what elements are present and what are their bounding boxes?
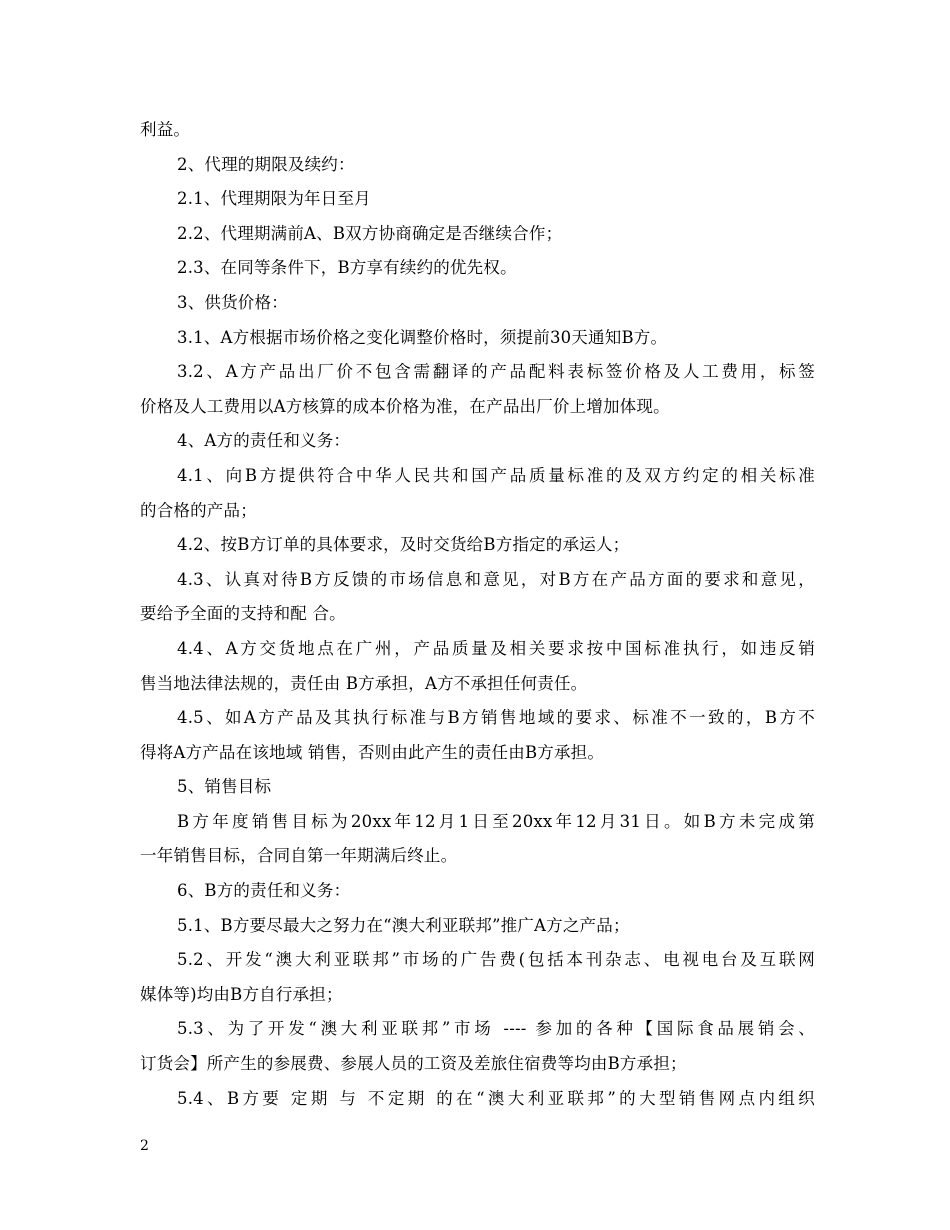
clause-continuation: 的合格的产品； [140, 500, 257, 520]
paragraph-line: 利益。 [140, 120, 191, 139]
clause-line: B方年度销售目标为20xx年12月1日至20xx年12月31日。如B方未完成第 [177, 811, 815, 831]
clause-continuation: 售当地法律法规的，责任由 B方承担，A方不承担任何责任。 [140, 673, 588, 693]
section-heading: 2、代理的期限及续约： [177, 154, 355, 174]
section-heading: 4、A方的责任和义务： [177, 431, 351, 451]
clause-line: 3.2、A方产品出厂价不包含需翻译的产品配料表标签价格及人工费用，标签 [177, 362, 815, 382]
clause-line: 5.4、B方要 定期 与 不定期 的在“澳大利亚联邦”的大型销售网点内组织 [177, 1088, 815, 1108]
clause-line: 5.1、B方要尽最大之努力在“澳大利亚联邦”推广A方之产品； [177, 915, 630, 935]
clause-line: 2.3、在同等条件下，B方享有续约的优先权。 [177, 258, 517, 278]
page-number: 2 [140, 1138, 149, 1154]
clause-line: 5.2、开发“澳大利亚联邦”市场的广告费(包括本刊杂志、电视电台及互联网 [177, 950, 815, 970]
clause-continuation: 媒体等)均由B方自行承担； [140, 984, 343, 1004]
section-heading: 3、供货价格： [177, 292, 288, 312]
clause-continuation: 要给予全面的支持和配 合。 [140, 604, 346, 624]
section-heading: 6、B方的责任和义务： [177, 881, 351, 901]
clause-line: 4.2、按B方订单的具体要求，及时交货给B方指定的承运人； [177, 535, 630, 555]
document-body [140, 113, 815, 1116]
section-heading: 5、销售目标 [177, 777, 272, 797]
clause-line: 2.1、代理期限为年日至月 [177, 189, 371, 209]
clause-line: 4.1、向B方提供符合中华人民共和国产品质量标准的及双方约定的相关标准 [177, 465, 815, 485]
clause-line: 2.2、代理期满前A、B双方协商确定是否继续合作； [177, 223, 563, 243]
clause-line: 4.3、认真对待B方反馈的市场信息和意见，对B方在产品方面的要求和意见， [177, 569, 815, 589]
clause-continuation: 订货会】所产生的参展费、参展人员的工资及差旅住宿费等均由B方承担； [140, 1054, 687, 1074]
clause-line: 3.1、A方根据市场价格之变化调整价格时，须提前30天通知B方。 [177, 327, 668, 347]
clause-continuation: 一年销售目标，合同自第一年期满后终止。 [140, 846, 458, 866]
clause-line: 5.3、为了开发“澳大利亚联邦”市场 ---- 参加的各种【国际食品展销会、 [177, 1019, 815, 1039]
clause-line: 4.4、A方交货地点在广州，产品质量及相关要求按中国标准执行，如违反销 [177, 638, 815, 658]
clause-continuation: 得将A方产品在该地域 销售，否则由此产生的责任由B方承担。 [140, 742, 605, 762]
clause-continuation: 价格及人工费用以A方核算的成本价格为准，在产品出厂价上增加体现。 [140, 396, 670, 416]
clause-line: 4.5、如A方产品及其执行标准与B方销售地域的要求、标准不一致的，B方不 [177, 708, 815, 728]
